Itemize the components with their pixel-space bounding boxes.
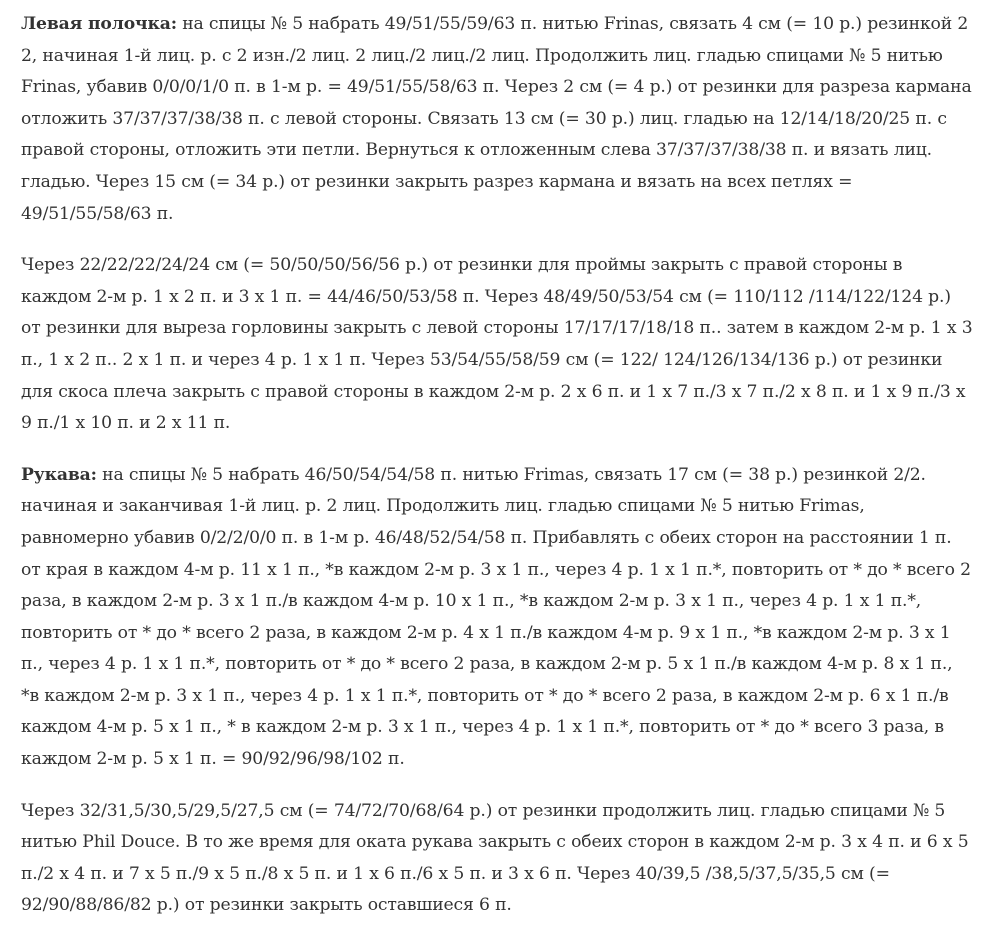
article-body	[21, 9, 973, 942]
paragraph-text: Через 22/22/22/24/24 см (= 50/50/50/56/56 р.) от резинки для проймы закрыть с правой стороны в каждом 2-м р. 1 х 2 п. и 3 х 1 п. = 44/46/50/53/58 п. Через 48/49/50/53/54 см (= 110/112 /114/122/124 р.) от резинки для выреза горловины закрыть с левой стороны 17/17/17/18/18 п.. затем в каждом 2-м р. 1 х 3 п., 1 х 2 п.. 2 х 1 п. и через 4 р. 1 х 1 п. Через 53/54/55/58/59 см (= 122/ 124/126/134/136 р.) от резинки для скоса плеча закрыть с правой стороны в каждом 2-м р. 2 х 6 п. и 1 х 7 п./3 х 7 п./2 х 8 п. и 1 х 9 п./3 х 9 п./1 х 10 п. и 2 х 11 п.	[21, 255, 973, 434]
paragraph-heading: Левая полочка:	[21, 14, 177, 34]
paragraph-left-front	[21, 9, 973, 230]
paragraph-sleeve-cap	[21, 796, 973, 922]
paragraph-left-front-armhole	[21, 250, 973, 440]
paragraph-text: на спицы № 5 набрать 49/51/55/59/63 п. нитью Frinas, связать 4 см (= 10 р.) резинкой 2 2, начиная 1-й лиц. р. с 2 изн./2 лиц. 2 лиц./2 лиц./2 лиц. Продолжить лиц. гладью спицами № 5 нитью Frinas, убавив 0/0/0/1/0 п. в 1-м р. = 49/51/55/58/63 п. Через 2 см (= 4 р.) от резинки для разреза кармана отложить 37/37/37/38/38 п. с левой стороны. Связать 13 см (= 30 р.) лиц. гладью на 12/14/18/20/25 п. с правой стороны, отложить эти петли. Вернуться к отложенным слева 37/37/37/38/38 п. и вязать лиц. гладью. Через 15 см (= 34 р.) от резинки закрыть разрез кармана и вязать на всех петлях = 49/51/55/58/63 п.	[21, 14, 972, 224]
paragraph-text: на спицы № 5 набрать 46/50/54/54/58 п. нитью Frimas, связать 17 см (= 38 р.) резинкой 2/2. начиная и заканчивая 1-й лиц. р. 2 лиц. Продолжить лиц. гладью спицами № 5 нитью Frimas, равномерно убавив 0/2/2/0/0 п. в 1-м р. 46/48/52/54/58 п. Прибавлять с обеих сторон на расстоянии 1 п. от края в каждом 4-м р. 11 х 1 п., *в каждом 2-м р. 3 х 1 п., через 4 р. 1 х 1 п.*, повторить от * до * всего 2 раза, в каждом 2-м р. 3 х 1 п./в каждом 4-м р. 10 х 1 п., *в каждом 2-м р. 3 х 1 п., через 4 р. 1 х 1 п.*, повторить от * до * всего 2 раза, в каждом 2-м р. 4 х 1 п./в каждом 4-м р. 9 х 1 п., *в каждом 2-м р. 3 х 1 п., через 4 р. 1 х 1 п.*, повторить от * до * всего 2 раза, в каждом 2-м р. 5 х 1 п./в каждом 4-м р. 8 х 1 п., *в каждом 2-м р. 3 х 1 п., через 4 р. 1 х 1 п.*, повторить от * до * всего 2 раза, в каждом 2-м р. 6 х 1 п./в каждом 4-м р. 5 х 1 п., * в каждом 2-м р. 3 х 1 п., через 4 р. 1 х 1 п.*, повторить от * до * всего 3 раза, в каждом 2-м р. 5 х 1 п. = 90/92/96/98/102 п.	[21, 464, 971, 770]
paragraph-heading: Рукава:	[21, 464, 97, 485]
paragraph-text: Через 32/31,5/30,5/29,5/27,5 см (= 74/72/70/68/64 р.) от резинки продолжить лиц. гладью спицами № 5 нитью Phil Douce. В то же время для оката рукава закрыть с обеих сторон в каждом 2-м р. 3 х 4 п. и 6 х 5 п./2 х 4 п. и 7 х 5 п./9 х 5 п./8 х 5 п. и 1 х 6 п./6 х 5 п. и 3 х 6 п. Через 40/39,5 /38,5/37,5/35,5 см (= 92/90/88/86/82 р.) от резинки закрыть оставшиеся 6 п.	[21, 800, 969, 916]
paragraph-sleeves	[21, 460, 973, 776]
